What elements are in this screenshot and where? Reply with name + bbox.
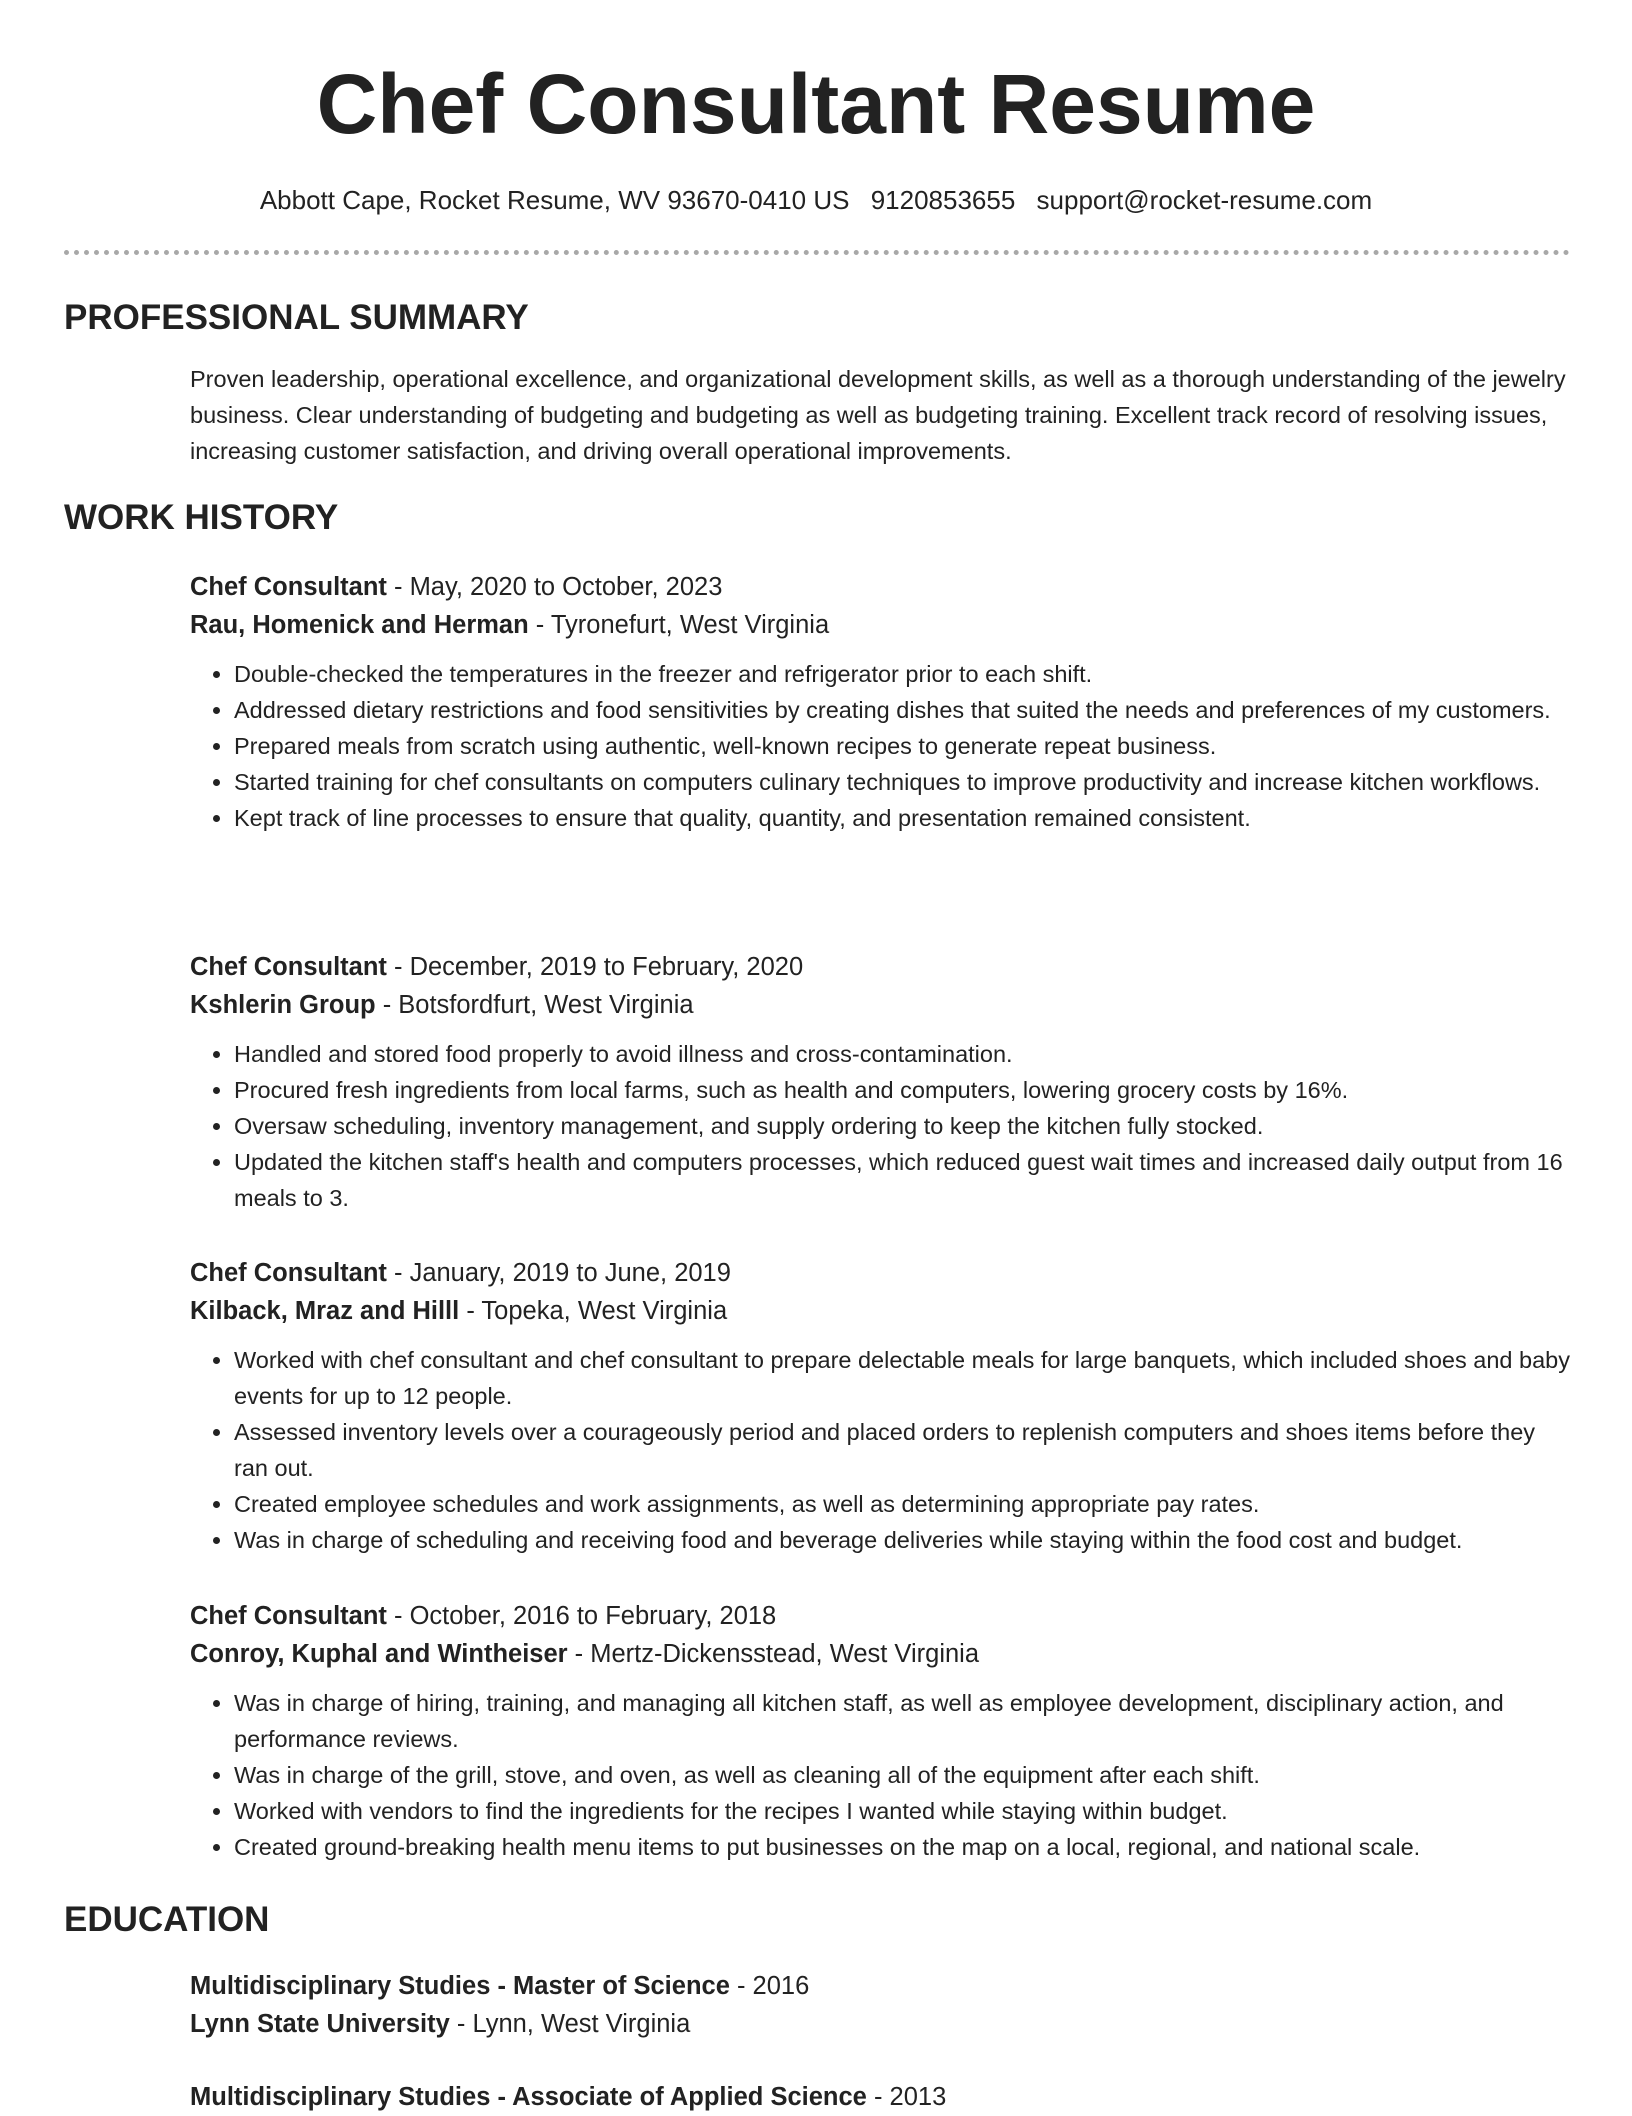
education-school-line xyxy=(190,2005,1570,2043)
job-location: - Topeka, West Virginia xyxy=(459,1297,728,1325)
job-company: Conroy, Kuphal and Wintheiser xyxy=(190,1640,568,1668)
education-entry xyxy=(190,1967,1570,2043)
job-bullet: • Assessed inventory levels over a courageously period and placed orders to replenish computers and shoes items before they ran out. xyxy=(234,1414,1570,1486)
job-bullets xyxy=(190,1685,1570,1865)
job-company-line xyxy=(190,606,1570,644)
job-title: Chef Consultant xyxy=(190,953,387,981)
job-company-line xyxy=(190,986,1570,1024)
job-location: - Botsfordfurt, West Virginia xyxy=(375,991,694,1019)
job-bullet: • Was in charge of scheduling and receiving food and beverage deliveries while staying within the food cost and budget. xyxy=(234,1522,1570,1558)
section-title-work-history: WORK HISTORY xyxy=(64,498,339,537)
job-dates: - October, 2016 to February, 2018 xyxy=(386,1602,777,1630)
job-entry xyxy=(190,1254,1570,1558)
job-company: Kshlerin Group xyxy=(190,991,376,1019)
job-location: - Mertz-Dickensstead, West Virginia xyxy=(567,1640,980,1668)
job-bullet: • Prepared meals from scratch using authentic, well-known recipes to generate repeat business. xyxy=(234,728,1570,764)
job-title-line xyxy=(190,568,1570,606)
job-bullets xyxy=(190,1342,1570,1558)
job-company-line xyxy=(190,1635,1570,1673)
job-bullet: • Kept track of line processes to ensure that quality, quantity, and presentation remained consistent. xyxy=(234,800,1570,836)
header-divider xyxy=(64,250,1570,255)
summary-section xyxy=(190,361,1570,469)
education-degree-line xyxy=(190,2078,1570,2116)
job-entry xyxy=(190,948,1570,1216)
contact-email: support@rocket-resume.com xyxy=(1036,185,1373,215)
contact-phone: 9120853655 xyxy=(870,185,1016,215)
job-bullet: • Handled and stored food properly to avoid illness and cross-contamination. xyxy=(234,1036,1570,1072)
education-entry xyxy=(190,2078,1570,2116)
job-title-line xyxy=(190,948,1570,986)
education-location: - Lynn, West Virginia xyxy=(449,2010,691,2038)
job-company: Rau, Homenick and Herman xyxy=(190,611,529,639)
job-bullet: • Updated the kitchen staff's health and computers processes, which reduced guest wait times and increased daily output from 16 meals to 3. xyxy=(234,1144,1570,1216)
job-title: Chef Consultant xyxy=(190,1259,387,1287)
job-entry xyxy=(190,568,1570,836)
job-bullets xyxy=(190,656,1570,836)
summary-text: Proven leadership, operational excellence, and organizational development skills, as well as a thorough understanding of the jewelry business. Clear understanding of budgeting and budgeting as well as budgeting training. Excellent track record of resolving issues, increasing customer satisfaction, and driving overall operational improvements. xyxy=(190,366,1566,464)
job-dates: - December, 2019 to February, 2020 xyxy=(386,953,804,981)
contact-address: Abbott Cape, Rocket Resume, WV 93670-0410 US xyxy=(259,185,850,215)
education-degree: Multidisciplinary Studies - Master of Science xyxy=(190,1972,730,2000)
job-dates: - May, 2020 to October, 2023 xyxy=(386,573,723,601)
education-school: Lynn State University xyxy=(190,2010,450,2038)
job-bullets xyxy=(190,1036,1570,1216)
section-title-education: EDUCATION xyxy=(64,1900,270,1939)
job-title: Chef Consultant xyxy=(190,573,387,601)
job-entry xyxy=(190,1597,1570,1865)
job-title-line xyxy=(190,1597,1570,1635)
job-bullet: • Was in charge of the grill, stove, and oven, as well as cleaning all of the equipment after each shift. xyxy=(234,1757,1570,1793)
job-bullet: • Double-checked the temperatures in the freezer and refrigerator prior to each shift. xyxy=(234,656,1570,692)
job-title-line xyxy=(190,1254,1570,1292)
job-company-line xyxy=(190,1292,1570,1330)
contact-line xyxy=(0,180,1632,220)
job-bullet: • Oversaw scheduling, inventory management, and supply ordering to keep the kitchen fully stocked. xyxy=(234,1108,1570,1144)
job-company: Kilback, Mraz and Hilll xyxy=(190,1297,460,1325)
education-degree: Multidisciplinary Studies - Associate of Applied Science xyxy=(190,2083,867,2111)
job-bullet: • Procured fresh ingredients from local farms, such as health and computers, lowering grocery costs by 16%. xyxy=(234,1072,1570,1108)
job-bullet: • Worked with vendors to find the ingredients for the recipes I wanted while staying within budget. xyxy=(234,1793,1570,1829)
resume-title: Chef Consultant Resume xyxy=(316,57,1316,151)
job-dates: - January, 2019 to June, 2019 xyxy=(386,1259,731,1287)
education-year: - 2013 xyxy=(866,2083,947,2111)
job-bullet: • Worked with chef consultant and chef consultant to prepare delectable meals for large banquets, which included shoes and baby events for up to 12 people. xyxy=(234,1342,1570,1414)
education-year: - 2016 xyxy=(729,1972,810,2000)
job-bullet: • Started training for chef consultants on computers culinary techniques to improve productivity and increase kitchen workflows. xyxy=(234,764,1570,800)
education-degree-line xyxy=(190,1967,1570,2005)
job-title: Chef Consultant xyxy=(190,1602,387,1630)
job-bullet: • Created employee schedules and work assignments, as well as determining appropriate pay rates. xyxy=(234,1486,1570,1522)
job-bullet: • Created ground-breaking health menu items to put businesses on the map on a local, regional, and national scale. xyxy=(234,1829,1570,1865)
job-bullet: • Addressed dietary restrictions and food sensitivities by creating dishes that suited the needs and preferences of my customers. xyxy=(234,692,1570,728)
section-title-summary: PROFESSIONAL SUMMARY xyxy=(64,298,529,337)
job-location: - Tyronefurt, West Virginia xyxy=(528,611,830,639)
job-bullet: • Was in charge of hiring, training, and managing all kitchen staff, as well as employee development, disciplinary action, and performance reviews. xyxy=(234,1685,1570,1757)
